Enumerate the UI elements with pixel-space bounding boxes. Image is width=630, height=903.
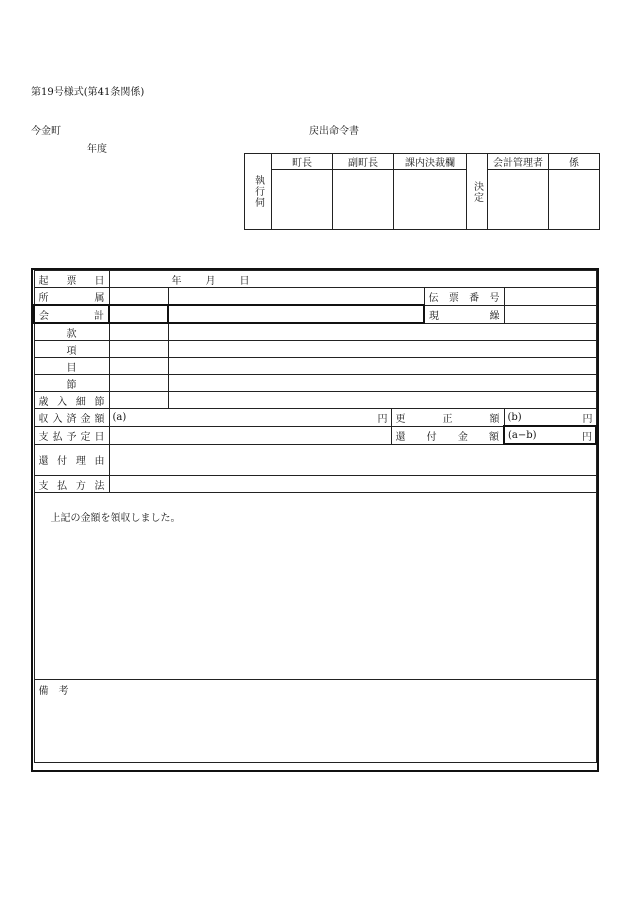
received-amount-row <box>34 409 596 427</box>
approval-col-mayor: 町長 <box>272 154 333 170</box>
approval-col-accountant: 会計管理者 <box>488 154 549 170</box>
revenue-detail-name-field[interactable] <box>168 392 596 409</box>
mark-a: (a) <box>112 411 127 423</box>
revenue-detail-row <box>34 392 596 409</box>
voucher-number-label: 伝 票 番 号 <box>424 288 504 306</box>
account-code-field[interactable] <box>109 305 168 323</box>
department-label: 所 属 <box>34 288 109 306</box>
received-amount-label: 収入済金額 <box>34 409 109 427</box>
kan-name-field[interactable] <box>168 323 596 341</box>
kou-row <box>34 341 596 358</box>
refund-reason-label: 還 付 理 由 <box>34 444 109 476</box>
payment-method-field[interactable] <box>109 476 596 493</box>
deputy-mayor-seal-box[interactable] <box>333 170 394 230</box>
corrected-amount-field[interactable] <box>504 409 596 427</box>
receipt-area[interactable] <box>34 493 596 680</box>
issue-date-label: 起 票 日 <box>34 271 109 288</box>
voucher-number-field[interactable] <box>504 288 596 306</box>
approval-col-staff: 係 <box>549 154 600 170</box>
kou-name-field[interactable] <box>168 341 596 358</box>
date-month: 月 <box>205 275 216 287</box>
current-carry-field[interactable] <box>504 305 596 323</box>
department-row <box>34 288 596 306</box>
town-name: 今金町 <box>31 126 61 137</box>
mark-b: (b) <box>507 411 522 423</box>
department-code-field[interactable] <box>109 288 168 306</box>
payment-date-label: 支払予定日 <box>34 426 109 444</box>
decision-label: 決定 <box>471 180 483 203</box>
kan-row <box>34 323 596 341</box>
account-row <box>34 305 596 323</box>
document-title: 戻出命令書 <box>309 126 359 137</box>
approval-table <box>244 153 600 230</box>
moku-name-field[interactable] <box>168 358 596 375</box>
setsu-label: 節 <box>34 375 109 392</box>
yen-unit-b: 円 <box>582 414 593 425</box>
kou-code-field[interactable] <box>109 341 168 358</box>
kan-label: 款 <box>34 323 109 341</box>
remarks-area[interactable] <box>34 680 596 763</box>
approval-col-deputy-mayor: 副町長 <box>333 154 394 170</box>
yen-unit-a: 円 <box>377 414 388 425</box>
refund-amount-label: 還 付 金 額 <box>391 426 504 444</box>
mark-ab: (a−b) <box>508 429 537 441</box>
moku-row <box>34 358 596 375</box>
department-name-field[interactable] <box>168 288 424 306</box>
execute-label-cell <box>245 154 272 230</box>
accountant-seal-box[interactable] <box>488 170 549 230</box>
mayor-seal-box[interactable] <box>272 170 333 230</box>
setsu-row <box>34 375 596 392</box>
setsu-name-field[interactable] <box>168 375 596 392</box>
approval-col-section: 課内決裁欄 <box>394 154 467 170</box>
remarks-label: 備 考 <box>38 686 69 697</box>
fiscal-year-label: 年度 <box>87 144 107 155</box>
receipt-row <box>34 493 596 680</box>
issue-date-row <box>34 271 596 288</box>
receipt-text: 上記の金額を領収しました。 <box>50 513 181 524</box>
refund-amount-field[interactable] <box>504 426 596 444</box>
staff-seal-box[interactable] <box>549 170 600 230</box>
received-amount-field[interactable] <box>109 409 391 427</box>
yen-unit-ab: 円 <box>582 432 592 443</box>
account-label: 会 計 <box>34 305 109 323</box>
kan-code-field[interactable] <box>109 323 168 341</box>
current-carry-label: 現 繰 <box>424 305 504 323</box>
revenue-detail-label: 歳入細節 <box>34 392 109 409</box>
remarks-row <box>34 680 596 763</box>
refund-reason-field[interactable] <box>109 444 596 476</box>
date-year: 年 <box>171 275 182 287</box>
account-name-field[interactable] <box>168 305 424 323</box>
revenue-detail-code-field[interactable] <box>109 392 168 409</box>
moku-code-field[interactable] <box>109 358 168 375</box>
payment-date-field[interactable] <box>109 426 391 444</box>
execute-label: 執行伺 <box>252 175 264 208</box>
date-day: 日 <box>239 275 250 287</box>
form-number: 第19号様式(第41条関係) <box>31 87 145 98</box>
moku-label: 目 <box>34 358 109 375</box>
payment-method-label: 支 払 方 法 <box>34 476 109 493</box>
payment-method-row <box>34 476 596 493</box>
section-seal-box[interactable] <box>394 170 467 230</box>
kou-label: 項 <box>34 341 109 358</box>
setsu-code-field[interactable] <box>109 375 168 392</box>
payment-date-row <box>34 426 596 444</box>
corrected-amount-label: 更 正 額 <box>391 409 504 427</box>
decision-label-cell <box>467 154 488 230</box>
issue-date-field[interactable] <box>109 271 596 288</box>
refund-order-form <box>31 268 599 772</box>
refund-reason-row <box>34 444 596 476</box>
